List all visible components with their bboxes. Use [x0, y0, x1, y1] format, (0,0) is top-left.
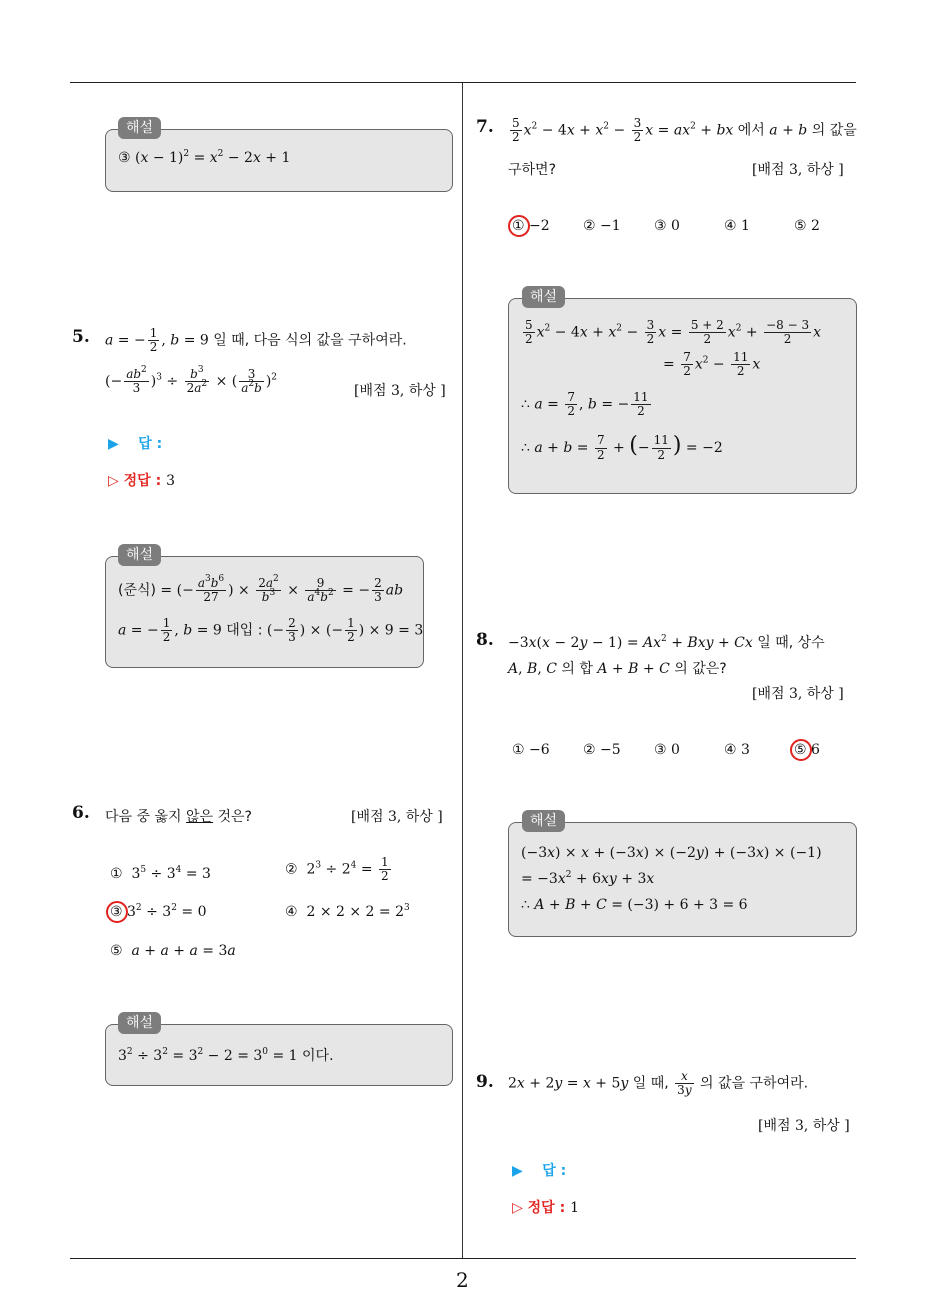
- q9-answer-label: ▶ 답 :: [512, 1163, 567, 1179]
- q9-number: 9.: [476, 1072, 494, 1092]
- q5-answer-label: ▶ 답 :: [108, 436, 163, 452]
- q6-choice-4[interactable]: ④ $2 \times 2 \times 2 = 2^3$: [285, 903, 410, 920]
- q7-solution-line1: $\frac{5}{2}$ $x^2 - 4x + x^2$ − $\frac{3}{2}$ x = $\frac{5 + 2}{2}$ $x^2$ + $\frac{-8 - 3}{2}$ x: [525, 318, 821, 347]
- q6-haeseol-tag: 해설: [118, 1012, 161, 1034]
- q6-number: 6.: [72, 803, 90, 823]
- q8-solution-line2: = $-3x^2 + 6xy + 3x$: [521, 870, 655, 887]
- q6-choice-2[interactable]: ② $2^3 \div 2^4$ = $\frac{1}{2}$: [285, 855, 389, 884]
- q6-solution-line: $3^2 \div 3^2 = 3^2 - 2 = 3^0 = 1$ 이다.: [118, 1047, 334, 1064]
- q7-question-line2: 구하면?: [508, 162, 557, 178]
- q6-selected-mark: [106, 901, 128, 923]
- column-divider: [462, 83, 463, 1259]
- q6-choice-5[interactable]: ⑤ a + a + a = 3a: [110, 943, 236, 959]
- q7-choice-4[interactable]: ④ 1: [724, 218, 750, 234]
- q7-haeseol-tag: 해설: [522, 286, 565, 308]
- q5-solution-line2: a = − $\frac{1}{2}$ , b = 9 대입 : (− $\frac{2}{3}$ ) × (− $\frac{1}{2}$ ) × 9 = 3: [118, 616, 424, 645]
- q7-solution-box: [508, 298, 857, 494]
- q7-solution-line2: = $\frac{7}{2}$ $x^2$ − $\frac{11}{2}$ x: [663, 350, 761, 379]
- q9-correct-value: 1: [570, 1200, 579, 1216]
- q4-solution-line: ③ $(x - 1)^2 = x^2 - 2x + 1$: [118, 149, 291, 166]
- q8-choice-5[interactable]: ⑤ 6: [794, 742, 820, 758]
- q5-question-line2: (− $\frac{ab^2}{3}$ )$^3$ ÷ $\frac{b^3}{2a^2}$ × ( $\frac{3}{a^2b}$ )$^2$: [105, 365, 278, 396]
- q8-haeseol-tag: 해설: [522, 810, 565, 832]
- q7-choice-1[interactable]: ① −2: [512, 218, 550, 234]
- q5-number: 5.: [72, 327, 90, 347]
- q7-solution-line3: ∴ a = $\frac{7}{2}$ , b = − $\frac{11}{2}$: [521, 390, 649, 419]
- q8-solution-box: [508, 822, 857, 937]
- q8-question-line2: A, B, C 의 합 A + B + C 의 값은?: [508, 661, 727, 677]
- q4-haeseol-tag: 해설: [118, 117, 161, 139]
- q6-choice-3[interactable]: ③ $3^2 \div 3^2 = 0$: [110, 903, 207, 920]
- q7-number: 7.: [476, 117, 494, 137]
- q9-meta: [배점 3, 하상 ]: [758, 1118, 850, 1134]
- bottom-rule: [70, 1258, 856, 1259]
- q5-correct-label: ▷ 정답 : 3: [108, 473, 175, 489]
- q8-number: 8.: [476, 630, 494, 650]
- q5-question-line1: a = − $\frac{1}{2}$ , b = 9 일 때, 다음 식의 값을 구하여라.: [105, 326, 407, 355]
- q5-question-text: 일 때, 다음 식의 값을 구하여라.: [213, 332, 407, 349]
- q9-question: 2x + 2y = x + 5y 일 때, $\frac{x}{3y}$ 의 값을 구하여라.: [508, 1069, 809, 1098]
- q7-choice-2[interactable]: ② −1: [583, 218, 621, 234]
- page-number: 2: [456, 1268, 469, 1292]
- q8-choice-3[interactable]: ③ 0: [654, 742, 680, 758]
- q8-meta: [배점 3, 하상 ]: [752, 686, 844, 702]
- q7-choice-3[interactable]: ③ 0: [654, 218, 680, 234]
- q5-meta: [배점 3, 하상 ]: [354, 383, 446, 399]
- q8-question-line1: $-3x(x - 2y - 1) = Ax^2$ + Bxy + Cx 일 때, 상수: [508, 634, 825, 651]
- q6-choice-1[interactable]: ① $3^5 \div 3^4 = 3$: [110, 865, 211, 882]
- q7-solution-line4: ∴ a + b = $\frac{7}{2}$ + (− $\frac{11}{2}$ ) = −2: [521, 433, 723, 462]
- q5-correct-value: 3: [166, 473, 175, 489]
- q6-question: 다음 중 옳지 않은 것은?: [105, 809, 252, 825]
- q7-question-line1: $\frac{5}{2}$ $x^2 - 4x + x^2$ − $\frac{3}{2}$ $x = ax^2$ + bx 에서 a + b 의 값을: [512, 116, 857, 145]
- q8-choice-4[interactable]: ④ 3: [724, 742, 750, 758]
- q9-correct-label: ▷ 정답 : 1: [512, 1200, 579, 1216]
- q8-choice-1[interactable]: ① −6: [512, 742, 550, 758]
- q5-solution-line1: (준식) = (− $\frac{a^3b^6}{27}$ ) × $\frac{2a^2}{b^3}$ × $\frac{9}{a^4b^2}$ = − $\frac{2}{3}$ ab: [118, 574, 404, 605]
- q7-selected-mark: [508, 215, 530, 237]
- q5-haseol-tag: 해설: [118, 544, 161, 566]
- q8-solution-line1: (−3x) × x + (−3x) × (−2y) + (−3x) × (−1): [521, 845, 822, 861]
- q5-solution-box: [105, 556, 424, 668]
- q7-meta: [배점 3, 하상 ]: [752, 162, 844, 178]
- q6-meta: [배점 3, 하상 ]: [351, 809, 443, 825]
- q8-choice-2[interactable]: ② −5: [583, 742, 621, 758]
- q7-choice-5[interactable]: ⑤ 2: [794, 218, 820, 234]
- q8-selected-mark: [790, 739, 812, 761]
- top-rule: [70, 82, 856, 83]
- q8-solution-line3: ∴ A + B + C = (−3) + 6 + 3 = 6: [521, 897, 748, 913]
